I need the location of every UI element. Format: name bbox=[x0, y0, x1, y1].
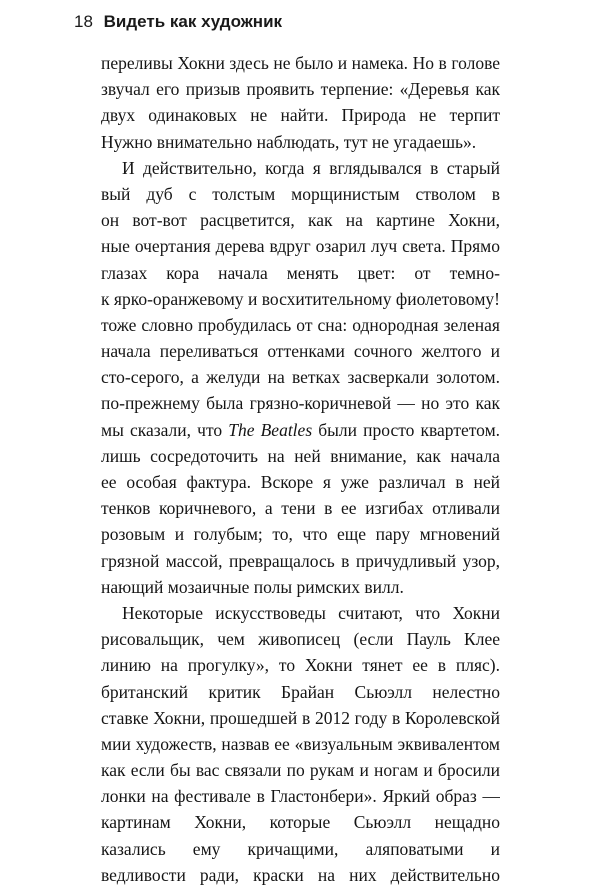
text-line: грязной массой, превращалось в причудливый узор, bbox=[101, 550, 500, 571]
text-line: мии художеств, назвав ее «визуальным эквивалентом bbox=[101, 733, 500, 754]
text-fragment: мы сказали, что bbox=[101, 419, 223, 440]
text-line: как если бы вас связали по рукам и ногам и бросили bbox=[101, 760, 500, 781]
text-line: рисовальщик, чем живописец (если Пауль Клее bbox=[101, 629, 500, 650]
text-line: ведливости ради, краски на них действительно bbox=[101, 864, 500, 885]
running-header bbox=[74, 12, 282, 32]
text-line-with-italic bbox=[101, 417, 500, 443]
text-line: лишь сосредоточить на ней внимание, как начала bbox=[101, 445, 500, 466]
book-title: Видеть как художник bbox=[103, 12, 283, 31]
text-line: линию на прогулку», то Хокни тянет ее в пляс). bbox=[101, 655, 500, 676]
text-line: тенков коричневого, а тени в ее изгибах отливали bbox=[101, 498, 500, 519]
paragraph bbox=[101, 155, 500, 600]
text-line: лонки на фестивале в Гластонбери». Яркий образ — bbox=[101, 786, 500, 807]
text-line: переливы Хокни здесь не было и намека. Но в голове bbox=[101, 53, 500, 73]
paragraph bbox=[101, 600, 500, 888]
text-line: к ярко-оранжевому и восхитительному фиолетовому! bbox=[101, 288, 500, 309]
body-text bbox=[101, 50, 500, 888]
text-line: И действительно, когда я вглядывался в старый bbox=[122, 157, 500, 178]
page-number: 18 bbox=[74, 12, 93, 31]
text-line: двух одинаковых не найти. Природа не терпит bbox=[101, 105, 500, 126]
text-line: ее особая фактура. Вскоре я уже различал в ней bbox=[101, 472, 500, 492]
text-line: Некоторые искусствоведы считают, что Хокни bbox=[122, 602, 500, 623]
text-line: тоже словно пробудилась от сна: однородная зеленая bbox=[101, 314, 500, 335]
text-line: он вот-вот расцветится, как на картине Хокни, bbox=[101, 210, 500, 231]
text-line: звучал его призыв проявить терпение: «Деревья как bbox=[101, 79, 500, 100]
text-line: британский критик Брайан Сьюэлл нелестно bbox=[101, 681, 500, 702]
text-line: сто-серого, а желуди на ветках засверкали золотом. bbox=[101, 367, 500, 388]
text-line: нающий мозаичные полы римских вилл. bbox=[101, 576, 404, 597]
text-line: Нужно внимательно наблюдать, тут не угадаешь». bbox=[101, 131, 477, 152]
paragraph bbox=[101, 50, 500, 155]
text-line: картинам Хокни, которые Сьюэлл нещадно bbox=[101, 812, 500, 833]
text-line: по-прежнему была грязно-коричневой — но это как bbox=[101, 393, 500, 414]
text-line: начала переливаться оттенками сочного желтого и bbox=[101, 341, 500, 362]
text-line: розовым и голубым; то, что еще пару мгновений bbox=[101, 524, 500, 545]
text-line: глазах кора начала менять цвет: от темно- bbox=[101, 262, 500, 283]
text-line: вый дуб с толстым морщинистым стволом в bbox=[101, 183, 500, 204]
text-line: ные очертания дерева вдруг озарил луч света. Прямо bbox=[101, 236, 500, 257]
italic-title: The Beatles bbox=[228, 419, 313, 440]
text-line: казались ему кричащими, аляповатыми и bbox=[101, 838, 500, 859]
text-line: ставке Хокни, прошедшей в 2012 году в Королевской bbox=[101, 707, 500, 728]
text-fragment: были просто квартетом. bbox=[318, 419, 500, 440]
